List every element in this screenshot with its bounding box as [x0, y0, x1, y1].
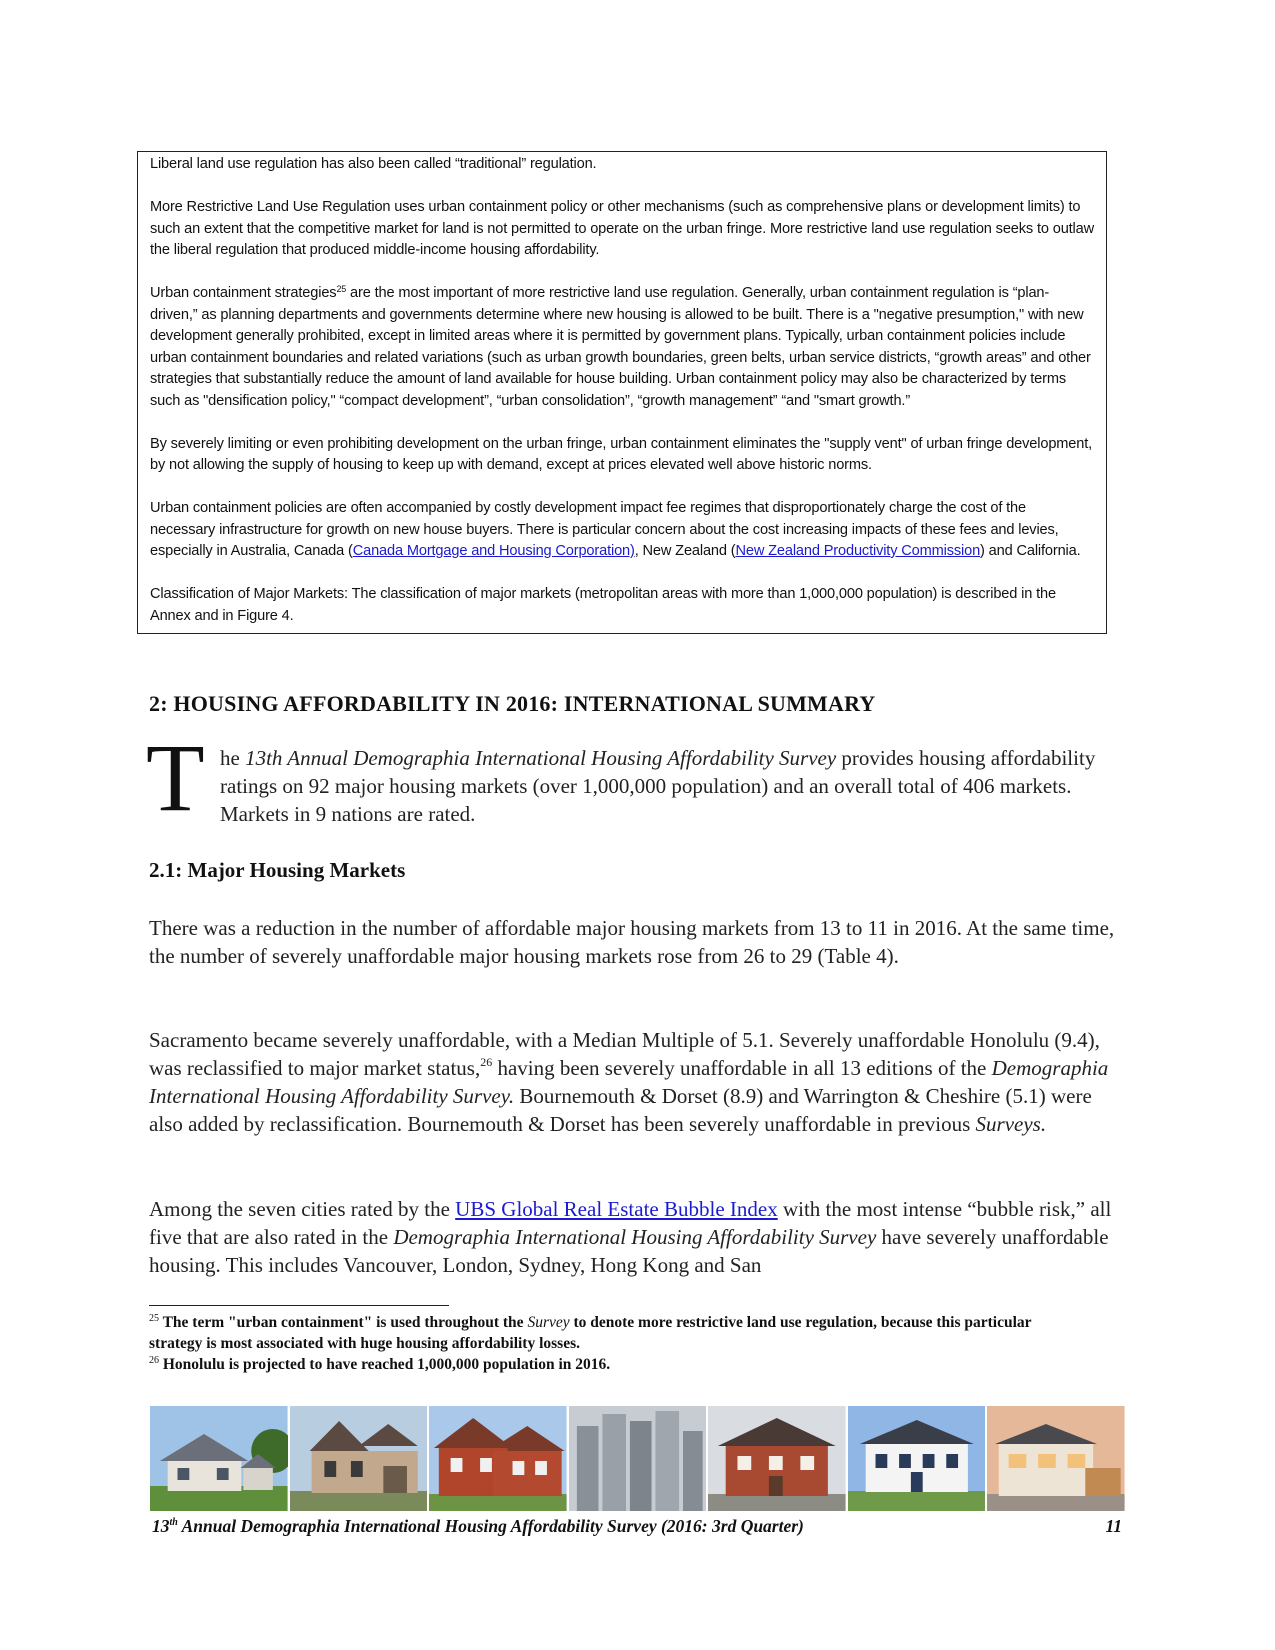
- paragraph-ubs: [149, 1195, 1124, 1279]
- p2-text-a: Sacramento became severely unaffordable, with a Median Multiple of 5.1. Severely unaffordable Honolulu (9.4), was reclassified to major market status,: [149, 1028, 1100, 1080]
- footnote-ref-26[interactable]: 26: [480, 1055, 493, 1069]
- p2-text-c: Bournemouth & Dorset (8.9) and Warrington & Cheshire (5.1) were also added by reclassification. Bournemouth & Dorset has been severely unaffordable in previous: [149, 1084, 1092, 1136]
- footnote-26-number: 26: [149, 1355, 159, 1366]
- p3-text-b: with the most intense “bubble risk,” all five that are also rated in the: [149, 1197, 1112, 1249]
- definitions-box: [137, 151, 1107, 634]
- house-photo-1: [150, 1406, 290, 1511]
- drop-cap: T: [146, 724, 205, 831]
- paragraph-reduction: There was a reduction in the number of affordable major housing markets from 13 to 11 in 2016. At the same time, the number of severely unaffordable major housing markets rose from 26 to 29 (Table 4).: [149, 916, 1115, 968]
- footer-edition-suffix: th: [169, 1517, 178, 1528]
- footnote-ref-25[interactable]: 25: [336, 284, 347, 294]
- def-supply-vent: By severely limiting or even prohibiting development on the urban fringe, urban containment eliminates the "supply vent" of urban fringe development, by not allowing the supply of housing to keep up with demand, except at prices elevated well above historic norms.: [150, 435, 1093, 473]
- def-more-restrictive: More Restrictive Land Use Regulation uses urban containment policy or other mechanisms (such as comprehensive plans or development limits) to such an extent that the competitive market for land is not permitted to operate on the urban fringe. More restrictive land use regulation seeks to outlaw the liberal regulation that produced middle-income housing affordability.: [150, 199, 1095, 258]
- house-photo-3: [429, 1406, 569, 1511]
- footer-title-text: Annual Demographia International Housing Affordability Survey (2016: 3rd Quarter): [177, 1516, 804, 1536]
- footnote-divider: [149, 1305, 449, 1306]
- footnote-25-number: 25: [149, 1313, 159, 1324]
- def-uc-rest: are the most important of more restrictive land use regulation. Generally, urban containment regulation is “plan-driven,” as planning departments and governments determine where new housing is allowed to be built. There is a "negative presumption," with new development generally prohibited, except in limited areas where it is permitted by government plans. Typically, urban containment policies include urban containment boundaries and related variations (such as urban growth boundaries, green belts, urban service districts, “growth areas” and other strategies that substantially reduce the amount of land available for house building. Urban containment policy may also be characterized by terms such as "densification policy," “compact development”, “urban consolidation”, “growth management” “and "smart growth.”: [150, 285, 1091, 409]
- fn26-text: Honolulu is projected to have reached 1,000,000 population in 2016.: [159, 1356, 611, 1373]
- house-photo-5: [708, 1406, 848, 1511]
- page-number: 11: [1105, 1516, 1122, 1536]
- def-uc-lead: Urban containment strategies: [150, 285, 337, 301]
- def-liberal-note: Liberal land use regulation has also been called “traditional” regulation.: [150, 156, 597, 172]
- p2-survey-title: Demographia International Housing Affordability Survey.: [149, 1056, 1109, 1108]
- fn25-survey-word: Survey: [527, 1314, 570, 1331]
- section-heading: 2: HOUSING AFFORDABILITY IN 2016: INTERNATIONAL SUMMARY: [149, 691, 876, 716]
- footnote-26: [149, 1354, 1079, 1375]
- def-urban-containment: [150, 283, 1094, 412]
- footnotes: [149, 1312, 1079, 1375]
- houses-banner: [150, 1406, 1125, 1511]
- footnote-25: [149, 1312, 1079, 1354]
- highrise-photo: [569, 1406, 709, 1511]
- p3-survey-title: Demographia International Housing Affordability Survey: [393, 1225, 877, 1249]
- subsection-heading: 2.1: Major Housing Markets: [149, 858, 406, 882]
- ubs-bubble-index-link[interactable]: UBS Global Real Estate Bubble Index: [455, 1197, 778, 1221]
- page-footer: [152, 1516, 1122, 1537]
- def-impact-fees: [150, 498, 1094, 563]
- nz-productivity-link[interactable]: New Zealand Productivity Commission: [735, 543, 981, 559]
- def-fees-text-c: ) and California.: [980, 543, 1081, 559]
- cmhc-link[interactable]: Canada Mortgage and Housing Corporation): [352, 543, 635, 559]
- footer-title: [152, 1516, 804, 1537]
- footer-edition: 13: [152, 1516, 170, 1536]
- p3-text-c: have severely unaffordable housing. This includes Vancouver, London, Sydney, Hong Kong and San: [149, 1225, 1109, 1277]
- def-fees-text-a: Urban containment policies are often accompanied by costly development impact fee regimes that disproportionately charge the cost of the necessary infrastructure for growth on new house buyers. There is particular concern about the cost increasing impacts of these fees and levies, especially in Australia, Canada (: [150, 500, 1059, 559]
- intro-text-b: provides housing affordability ratings on 92 major housing markets (over 1,000,000 population) and an overall total of 406 markets. Markets in 9 nations are rated.: [220, 746, 1096, 826]
- house-photo-7: [987, 1406, 1125, 1511]
- p2-text-b: having been severely unaffordable in all 13 editions of the: [492, 1056, 992, 1080]
- p3-text-a: Among the seven cities rated by the: [149, 1197, 456, 1221]
- def-major-markets: Classification of Major Markets: The classification of major markets (metropolitan areas with more than 1,000,000 population) is described in the Annex and in Figure 4.: [150, 586, 1056, 624]
- p2-surveys-word: Surveys.: [975, 1112, 1047, 1136]
- def-fees-text-b: , New Zealand (: [634, 543, 736, 559]
- fn25-text-a: The term "urban containment" is used throughout the: [159, 1314, 528, 1331]
- intro-survey-title: 13th Annual Demographia International Housing Affordability Survey: [245, 746, 837, 770]
- paragraph-sacramento: [149, 1026, 1124, 1138]
- house-photo-6: [848, 1406, 988, 1511]
- fn25-text-b: to denote more restrictive land use regulation, because this particular strategy is most associated with huge housing affordability losses.: [149, 1314, 1032, 1352]
- intro-text-a: he: [220, 746, 246, 770]
- section-intro: [220, 744, 1125, 828]
- house-photo-2: [290, 1406, 430, 1511]
